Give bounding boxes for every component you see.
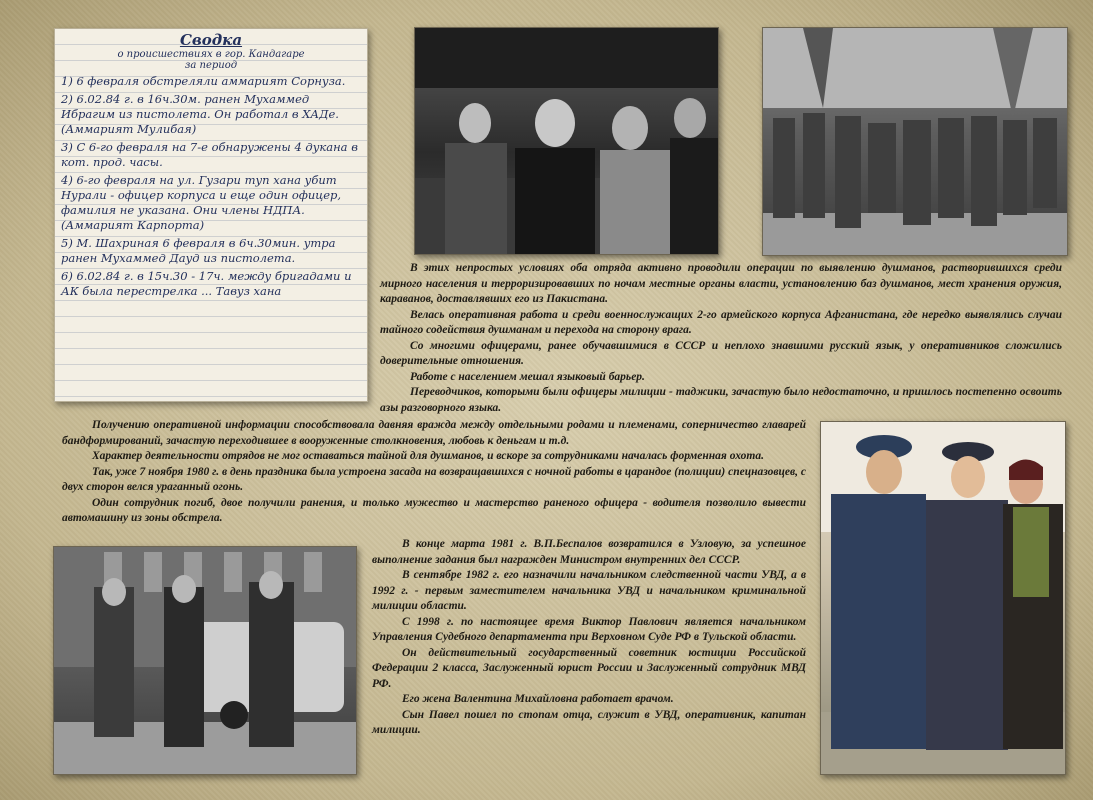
paragraph: Так, уже 7 ноября 1980 г. в день праздника была устроена засада на возвращавшихся с ночной работы в царандое (полиции) спецназовцев, с двух сторон велся ураганный огонь. (62, 465, 806, 493)
paragraph: Работе с населением мешал языковый барьер. (410, 370, 645, 383)
paragraph: Со многими офицерами, ранее обучавшимися в СССР и неплохо знавшими русский язык, у оперативников сложились доверительные отношения. (380, 339, 1062, 367)
handwritten-report (54, 28, 368, 402)
report-item: 5) М. Шахриная 6 февраля в 6ч.30мин. утра ранен Мухаммед Дауд из пистолета. (61, 236, 336, 265)
paragraph: Он действительный государственный советник юстиции Российской Федерации 2 класса, Заслуженный юрист России и Заслуженный сотрудник МВД РФ. (372, 646, 806, 690)
photo-meeting (414, 27, 719, 255)
report-item: 6) 6.02.84 г. в 15ч.30 - 17ч. между бригадами и АК была перестрелка ... Тавуз хана (61, 269, 352, 298)
paragraph: С 1998 г. по настоящее время Виктор Павлович является начальником Управления Судебного департамента при Верховном Суде РФ в Тульской области. (372, 615, 806, 643)
photo-family (820, 421, 1066, 775)
paragraph: Сын Павел пошел по стопам отца, служит в УВД, оперативник, капитан милиции. (372, 708, 806, 736)
paragraph: Велась оперативная работа и среди военнослужащих 2-го армейского корпуса Афганистана, где нередко выявлялись случаи тайного содействия душманам и перехода на сторону врага. (380, 308, 1062, 336)
paragraph: Переводчиков, которыми были офицеры милиции - таджики, зачастую было недостаточно, и пришлось постепенно освоить азы разговорного языка. (380, 386, 1062, 414)
report-item: 4) 6-го февраля на ул. Гузари туп хана убит Нурали - офицер корпуса и еще один офицер, фамилия не указана. Они члены НДПА. (Аммарият Карпорта) (61, 173, 342, 232)
paragraph: Характер деятельности отрядов не мог оставаться тайной для душманов, и вскоре за сотрудниками началась форменная охота. (92, 450, 764, 462)
photo-soldiers-group (762, 27, 1068, 256)
paragraph: Один сотрудник погиб, двое получили ранения, и только мужество и мастерство раненого офицера - водителя позволило вывести автомашину из зоны обстрела. (62, 496, 806, 524)
report-subtitle-2: за период (184, 60, 238, 71)
report-subtitle-1: о происшествиях в гор. Кандагаре (117, 49, 305, 60)
paragraph: Его жена Валентина Михайловна работает врачом. (402, 693, 674, 705)
paragraph: В конце марта 1981 г. В.П.Беспалов возвратился в Узловую, за успешное выполнение задания был награжден Министром внутренних дел СССР. (372, 538, 806, 566)
article-text-top (380, 261, 1062, 416)
report-item: 1) 6 февраля обстреляли аммарият Сорнуза. (61, 74, 346, 88)
article-text-bottom (372, 537, 806, 739)
report-item: 2) 6.02.84 г. в 16ч.30м. ранен Мухаммед Ибрагим из пистолета. Он работал в ХАДе. (Аммарият Мулибая) (61, 92, 339, 136)
paragraph: В этих непростых условиях оба отряда активно проводили операции по выявлению душманов, растворившихся среди мирного населения и терроризировавших по ночам местные органы власти, установлению баз душманов, мест хранения оружия, караванов, доставлявших его из Пакистана. (380, 262, 1062, 305)
article-text-middle (62, 418, 806, 527)
report-item: 3) С 6-го февраля на 7-е обнаружены 4 дукана в кот. прод. часы. (61, 140, 358, 169)
report-title: Сводка (179, 31, 243, 49)
photo-officers-car (53, 546, 357, 775)
paragraph: В сентябре 1982 г. его назначили начальником следственной части УВД, а в 1992 г. - первым заместителем начальника УВД и начальником криминальной милиции области. (372, 569, 806, 612)
paragraph: Получению оперативной информации способствовала давняя вражда между отдельными родами и племенами, соперничество главарей бандформирований, зачастую переходившее в вооруженные столкновения, любовь к деньгам и т.д. (62, 419, 806, 447)
